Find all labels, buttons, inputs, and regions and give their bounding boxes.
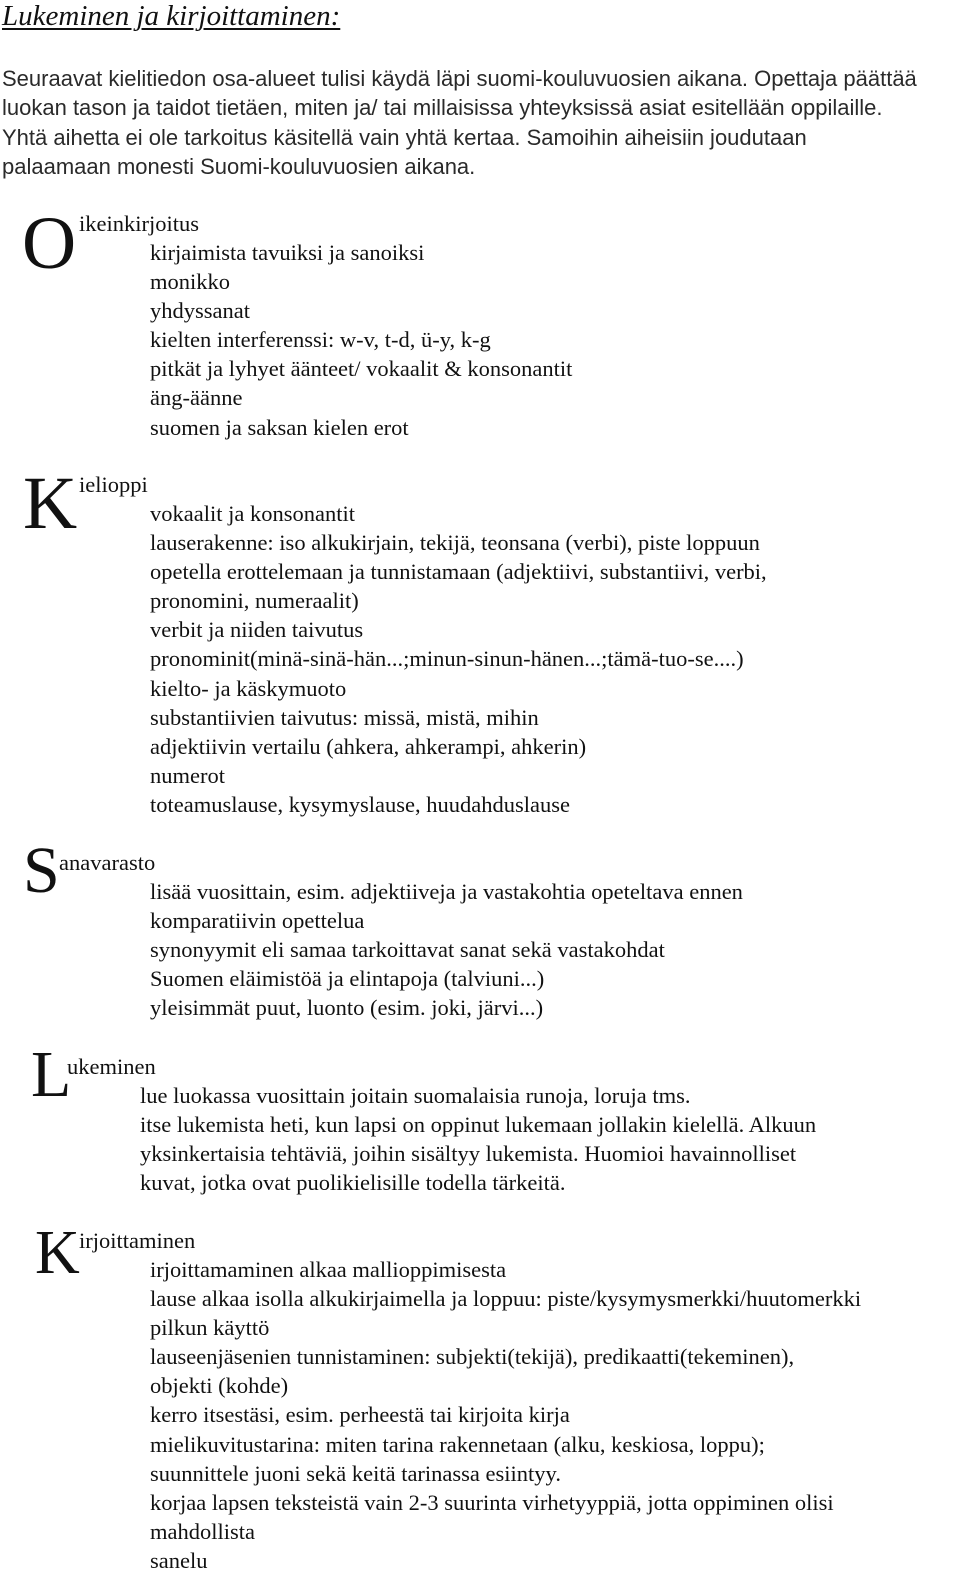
list-item: synonyymit eli samaa tarkoittavat sanat sekä vastakohdat bbox=[150, 937, 665, 963]
list-item: pilkun käyttö bbox=[150, 1315, 270, 1341]
section-items bbox=[150, 499, 767, 819]
list-item: kielten interferenssi: w-v, t-d, ü-y, k-g bbox=[150, 327, 491, 353]
list-item: lauserakenne: iso alkukirjain, tekijä, teonsana (verbi), piste loppuun bbox=[150, 530, 760, 556]
drop-cap-initial: K bbox=[23, 462, 78, 545]
section-heading: anavarasto bbox=[59, 850, 156, 875]
list-item: äng-äänne bbox=[150, 385, 243, 411]
list-item: lauseenjäsenien tunnistaminen: subjekti(tekijä), predikaatti(tekeminen), bbox=[150, 1344, 795, 1370]
list-item: komparatiivin opettelua bbox=[150, 908, 365, 934]
intro-line: Seuraavat kielitiedon osa-alueet tulisi käydä läpi suomi-kouluvuosien aikana. Opettaja päättää bbox=[2, 66, 917, 91]
list-item: toteamuslause, kysymyslause, huudahduslause bbox=[150, 791, 570, 817]
list-item: pronominit(minä-sinä-hän...;minun-sinun-hänen...;tämä-tuo-se....) bbox=[150, 646, 744, 672]
list-item: kerro itsestäsi, esim. perheestä tai kirjoita kirja bbox=[150, 1402, 570, 1428]
list-item: Suomen eläimistöä ja elintapoja (talviuni...) bbox=[150, 966, 545, 992]
intro-paragraph bbox=[2, 64, 960, 181]
section-items bbox=[150, 1255, 861, 1575]
list-item: kirjaimista tavuiksi ja sanoiksi bbox=[150, 240, 425, 265]
intro-line: Yhtä aihetta ei ole tarkoitus käsitellä vain yhtä kertaa. Samoihin aiheisiin joudutaan bbox=[2, 124, 807, 150]
list-item: yhdyssanat bbox=[150, 298, 250, 324]
list-item: yksinkertaisia tehtäviä, joihin sisältyy lukemista. Huomioi havainnolliset bbox=[140, 1141, 797, 1167]
intro-line: palaamaan monesti Suomi-kouluvuosien aikana. bbox=[2, 153, 476, 179]
drop-cap-initial: K bbox=[35, 1219, 80, 1287]
list-item: vokaalit ja konsonantit bbox=[150, 501, 355, 526]
drop-cap-initial: S bbox=[23, 834, 60, 907]
list-item: lause alkaa isolla alkukirjaimella ja loppuu: piste/kysymysmerkki/huutomerkki bbox=[150, 1286, 862, 1312]
list-item: itse lukemista heti, kun lapsi on oppinut lukemaan jollakin kielellä. Alkuun bbox=[140, 1112, 817, 1138]
section-heading: irjoittaminen bbox=[79, 1228, 196, 1253]
list-item: adjektiivin vertailu (ahkera, ahkerampi, ahkerin) bbox=[150, 733, 587, 759]
list-item: pitkät ja lyhyet äänteet/ vokaalit & konsonantit bbox=[150, 356, 573, 382]
list-item: opetella erottelemaan ja tunnistamaan (adjektiivi, substantiivi, verbi, bbox=[150, 559, 767, 585]
list-item: irjoittamaminen alkaa mallioppimisesta bbox=[150, 1257, 507, 1282]
list-item: suunnittele juoni sekä keitä tarinassa esiintyy. bbox=[150, 1460, 561, 1486]
list-item: sanelu bbox=[150, 1547, 208, 1573]
list-item: suomen ja saksan kielen erot bbox=[150, 414, 409, 440]
section-items bbox=[140, 1081, 816, 1197]
list-item: mielikuvitustarina: miten tarina rakennetaan (alku, keskiosa, loppu); bbox=[150, 1431, 765, 1457]
section-items bbox=[150, 877, 743, 1022]
list-item: korjaa lapsen teksteistä vain 2-3 suurinta virhetyyppiä, jotta oppiminen olisi bbox=[150, 1489, 834, 1515]
list-item: lisää vuosittain, esim. adjektiiveja ja vastakohtia opeteltava ennen bbox=[150, 879, 743, 904]
list-item: lue luokassa vuosittain joitain suomalaisia runoja, loruja tms. bbox=[140, 1083, 691, 1108]
list-item: substantiivien taivutus: missä, mistä, mihin bbox=[150, 704, 539, 730]
list-item: numerot bbox=[150, 762, 225, 788]
list-item: verbit ja niiden taivutus bbox=[150, 617, 364, 643]
list-item: pronomini, numeraalit) bbox=[150, 588, 359, 614]
section-heading: ielioppi bbox=[79, 472, 148, 497]
list-item: kielto- ja käskymuoto bbox=[150, 675, 347, 701]
list-item: mahdollista bbox=[150, 1518, 255, 1544]
list-item: monikko bbox=[150, 269, 231, 295]
section-heading: ikeinkirjoitus bbox=[79, 211, 199, 236]
list-item: kuvat, jotka ovat puolikielisille todella tärkeitä. bbox=[140, 1170, 566, 1196]
page-title: Lukeminen ja kirjoittaminen: bbox=[2, 0, 341, 32]
drop-cap-initial: L bbox=[31, 1038, 72, 1111]
intro-line: luokan tason ja taidot tietäen, miten ja/ tai millaisissa yhteyksissä asiat esitellään oppilaille. bbox=[2, 95, 883, 121]
section-heading: ukeminen bbox=[67, 1054, 156, 1079]
section-items bbox=[150, 238, 572, 442]
drop-cap-initial: O bbox=[22, 202, 77, 285]
list-item: yleisimmät puut, luonto (esim. joki, järvi...) bbox=[150, 995, 544, 1021]
list-item: objekti (kohde) bbox=[150, 1373, 289, 1399]
